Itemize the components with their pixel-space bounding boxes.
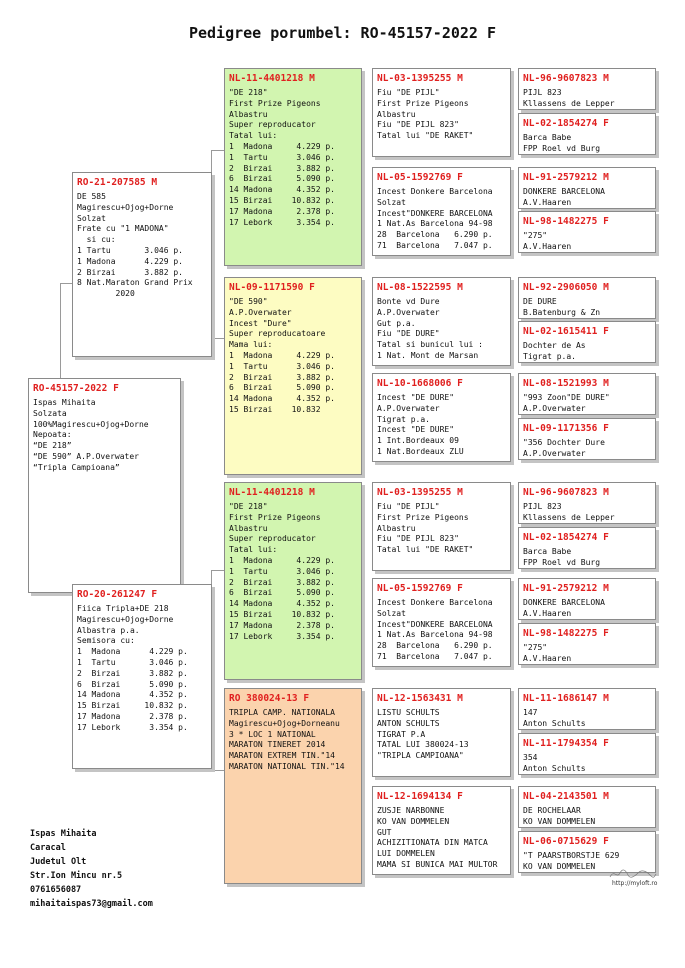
detail-line: A.P.Overwater: [523, 448, 586, 458]
pigeon-details: [229, 502, 357, 642]
detail-line: Kllassens de Lepper: [523, 512, 615, 522]
detail-line: 17 Madona 2.378 p.: [229, 620, 335, 630]
pigeon-details: [523, 393, 651, 415]
detail-line: 2 Birzai 3.882 p.: [77, 267, 183, 277]
detail-line: Super reproducator: [229, 534, 316, 544]
detail-line: Incest"DONKERE BARCELONA: [377, 208, 493, 218]
detail-line: Tatal lui:: [229, 545, 278, 555]
detail-line: Fiu "DE PIJL 823": [377, 534, 459, 544]
ring-number: NL-08-1522595 M: [377, 282, 463, 293]
pigeon-details: [523, 133, 651, 155]
ring-number: NL-91-2579212 M: [523, 583, 609, 594]
ring-number: RO 380024-13 F: [229, 693, 310, 704]
detail-line: TIGRAT P.A: [377, 729, 426, 739]
pigeon-details: [523, 502, 651, 524]
detail-line: DONKERE BARCELONA: [523, 598, 605, 607]
detail-line: "T PAARSTBORSTJE 629: [523, 851, 620, 860]
detail-line: 1 Tartu 3.046 p.: [229, 566, 335, 576]
detail-line: 28 Barcelona 6.290 p.: [377, 641, 493, 651]
detail-line: Super reproducatoare: [229, 329, 326, 339]
connector: [211, 570, 225, 611]
detail-line: Solzat: [377, 608, 406, 618]
detail-line: MARATON NATIONAL TIN."14: [229, 761, 345, 771]
detail-line: MARATON TINERET 2014: [229, 740, 326, 750]
ring-number: NL-12-1694134 F: [377, 791, 463, 802]
detail-line: Albastru: [229, 109, 268, 119]
detail-line: 15 Birzai 10.832 p.: [77, 701, 188, 711]
pigeon-details: [377, 598, 506, 663]
detail-line: Albastra p.a.: [77, 625, 140, 635]
detail-line: 1 Madona 4.229 p.: [77, 647, 188, 657]
pigeon-details: [523, 643, 651, 665]
ring-number: NL-09-1171356 F: [523, 423, 609, 434]
detail-line: "DE 218": [229, 88, 268, 97]
ring-number: NL-96-9607823 M: [523, 73, 609, 84]
owner-line: mihaitaispas73@gmail.com: [30, 899, 153, 909]
detail-line: Incest "DE DURE": [377, 425, 455, 435]
detail-line: 71 Barcelona 7.047 p.: [377, 651, 493, 661]
detail-line: ACHIZITIONATA DIN MATCA: [377, 838, 488, 848]
detail-line: Barca Babe: [523, 133, 572, 142]
detail-line: Barca Babe: [523, 547, 572, 556]
detail-line: 1 Nat.Bordeaux ZLU: [377, 446, 464, 456]
detail-line: DE DURE: [523, 297, 557, 306]
owner-line: Ispas Mihaita: [30, 829, 97, 839]
detail-line: A.V.Haaren: [523, 197, 572, 207]
detail-line: 1 Tartu 3.046 p.: [229, 361, 335, 371]
detail-line: FPP Roel vd Burg: [523, 143, 601, 153]
detail-line: Incest Donkere Barcelona: [377, 598, 493, 607]
pigeon-details: [523, 547, 651, 569]
pigeon-card-gen4: [518, 277, 656, 319]
pigeon-card-gen3: [372, 578, 511, 667]
detail-line: 17 Lebork 3.354 p.: [229, 217, 335, 227]
detail-line: Solzata: [33, 408, 67, 418]
pigeon-details: [523, 88, 651, 110]
ring-number: NL-03-1395255 M: [377, 73, 463, 84]
detail-line: DE ROCHELAAR: [523, 806, 581, 815]
ring-number: RO-20-261247 F: [77, 589, 158, 600]
detail-line: 17 Madona 2.378 p.: [77, 711, 188, 721]
detail-line: Anton Schults: [523, 763, 586, 773]
detail-line: Anton Schults: [523, 718, 586, 728]
ring-number: NL-05-1592769 F: [377, 583, 463, 594]
pigeon-card-gen2: [224, 482, 362, 680]
ring-number: NL-03-1395255 M: [377, 487, 463, 498]
ring-number: NL-06-0715629 F: [523, 836, 609, 847]
connector: [211, 610, 225, 771]
pigeon-card-gen4: [518, 623, 656, 665]
pigeon-card-gen3: [372, 167, 511, 256]
detail-line: Super reproducator: [229, 120, 316, 130]
detail-line: DONKERE BARCELONA: [523, 187, 605, 196]
pigeon-card-gen4: [518, 733, 656, 775]
detail-line: A.P.Overwater: [523, 403, 586, 413]
detail-line: 1 Tartu 3.046 p.: [77, 657, 188, 667]
detail-line: A.P.Overwater: [377, 307, 440, 317]
detail-line: First Prize Pigeons: [377, 98, 469, 108]
detail-line: 2020: [77, 289, 135, 299]
detail-line: 1 Nat. Mont de Marsan: [377, 350, 479, 360]
detail-line: 2 Birzai 3.882 p.: [229, 163, 335, 173]
detail-line: Nepoata:: [33, 430, 72, 440]
pigeon-details: [77, 604, 207, 734]
detail-line: FPP Roel vd Burg: [523, 557, 601, 567]
detail-line: "275": [523, 231, 548, 240]
owner-line: Str.Ion Mincu nr.5: [30, 871, 123, 881]
pigeon-details: [523, 341, 651, 363]
detail-line: "993 Zoon"DE DURE": [523, 393, 610, 402]
detail-line: First Prize Pigeons: [229, 98, 321, 108]
detail-line: “DE 590” A.P.Overwater: [33, 451, 139, 461]
ring-number: RO-45157-2022 F: [33, 383, 119, 394]
pigeon-details: [523, 438, 651, 460]
detail-line: PIJL 823: [523, 502, 562, 511]
detail-line: Magirescu+Ojog+Dorne: [77, 202, 174, 212]
pigeon-details: [229, 88, 357, 228]
detail-line: 147: [523, 708, 538, 717]
detail-line: 8 Nat.Maraton Grand Prix: [77, 278, 193, 288]
detail-line: ANTON SCHULTS: [377, 718, 440, 728]
ring-number: NL-10-1668006 F: [377, 378, 463, 389]
pigeon-card-gen2: [224, 688, 362, 884]
pigeon-card-gen4: [518, 482, 656, 524]
detail-line: Kllassens de Lepper: [523, 98, 615, 108]
pigeon-details: [377, 708, 506, 762]
ring-number: NL-02-1854274 F: [523, 118, 609, 129]
detail-line: A.P.Overwater: [229, 307, 292, 317]
detail-line: 1 Tartu 3.046 p.: [77, 245, 183, 255]
pigeon-details: [377, 88, 506, 142]
detail-line: 14 Madona 4.352 p.: [229, 185, 335, 195]
pigeon-card-gen4: [518, 527, 656, 569]
detail-line: ZUSJE NARBONNE: [377, 806, 445, 815]
detail-line: 1 Madona 4.229 p.: [229, 141, 335, 151]
detail-line: 2 Birzai 3.882 p.: [77, 668, 188, 678]
pigeon-card-dam: [72, 584, 212, 769]
detail-line: LISTU SCHULTS: [377, 708, 440, 717]
detail-line: MARATON EXTREM TIN."14: [229, 751, 335, 761]
detail-line: 14 Madona 4.352 p.: [229, 394, 335, 404]
pigeon-details: [377, 297, 506, 362]
detail-line: Albastru: [229, 523, 268, 533]
ring-number: NL-91-2579212 M: [523, 172, 609, 183]
pigeon-card-gen3: [372, 688, 511, 777]
detail-line: 15 Birzai 10.832 p.: [229, 195, 335, 205]
pigeon-card-gen4: [518, 321, 656, 363]
detail-line: 2 Birzai 3.882 p.: [229, 577, 335, 587]
detail-line: TRIPLA CAMP. NATIONALA: [229, 708, 335, 717]
detail-line: "DE 590": [229, 297, 268, 306]
detail-line: Frate cu "1 MADONA": [77, 224, 169, 234]
pigeon-card-gen4: [518, 786, 656, 828]
ring-number: NL-02-1615411 F: [523, 326, 609, 337]
pigeon-card-sire: [72, 172, 212, 357]
ring-number: NL-04-2143501 M: [523, 791, 609, 802]
detail-line: 71 Barcelona 7.047 p.: [377, 240, 493, 250]
detail-line: Fiu "DE PIJL": [377, 502, 440, 511]
ring-number: NL-92-2906050 M: [523, 282, 609, 293]
pigeon-card-gen2: [224, 277, 362, 475]
detail-line: 354: [523, 753, 538, 762]
detail-line: 3 * LOC 1 NATIONAL: [229, 729, 316, 739]
owner-line: 0761656087: [30, 885, 82, 895]
detail-line: Incest "DE DURE": [377, 393, 455, 402]
pigeon-details: [377, 393, 506, 458]
detail-line: 100%Magirescu+Ojog+Dorne: [33, 419, 149, 429]
detail-line: Fiu "DE PIJL 823": [377, 120, 459, 130]
detail-line: 14 Madona 4.352 p.: [77, 690, 188, 700]
pigeon-card-gen3: [372, 786, 511, 875]
detail-line: "275": [523, 643, 548, 652]
detail-line: Semisora cu:: [77, 636, 135, 646]
pigeon-details: [377, 187, 506, 252]
detail-line: 6 Birzai 5.090 p.: [229, 383, 335, 393]
detail-line: TATAL LUI 380024-13: [377, 740, 469, 750]
pigeon-card-gen4: [518, 211, 656, 253]
detail-line: si cu:: [77, 235, 116, 245]
detail-line: Tatal lui "DE RAKET": [377, 131, 474, 141]
detail-line: 1 Tartu 3.046 p.: [229, 152, 335, 162]
detail-line: A.V.Haaren: [523, 241, 572, 251]
detail-line: 17 Lebork 3.354 p.: [77, 722, 188, 732]
detail-line: KO VAN DOMMELEN: [523, 816, 596, 826]
pigeon-details: [229, 297, 357, 416]
ring-number: NL-11-4401218 M: [229, 487, 315, 498]
connector: [211, 150, 225, 234]
detail-line: Albastru: [377, 523, 416, 533]
ring-number: NL-11-4401218 M: [229, 73, 315, 84]
detail-line: 15 Birzai 10.832: [229, 404, 321, 414]
signature-icon: [608, 867, 658, 881]
detail-line: 6 Birzai 5.090 p.: [229, 588, 335, 598]
pigeon-details: [523, 708, 651, 730]
detail-line: Incest Donkere Barcelona: [377, 187, 493, 196]
pigeon-details: [377, 502, 506, 556]
detail-line: 2 Birzai 3.882 p.: [229, 372, 335, 382]
detail-line: "TRIPLA CAMPIOANA": [377, 751, 464, 761]
detail-line: 1 Madona 4.229 p.: [229, 555, 335, 565]
pigeon-card-gen4: [518, 68, 656, 110]
pigeon-card-gen3: [372, 373, 511, 462]
detail-line: Tatal si bunicul lui :: [377, 340, 483, 350]
detail-line: 17 Madona 2.378 p.: [229, 206, 335, 216]
detail-line: "356 Dochter Dure: [523, 438, 605, 447]
detail-line: Fiu "DE DURE": [377, 329, 440, 339]
detail-line: A.V.Haaren: [523, 608, 572, 618]
pigeon-details: [523, 231, 651, 253]
detail-line: KO VAN DOMMELEN: [377, 816, 450, 826]
ring-number: NL-05-1592769 F: [377, 172, 463, 183]
pigeon-card-gen4: [518, 418, 656, 460]
pigeon-details: [77, 192, 207, 300]
detail-line: Solzat: [77, 213, 106, 223]
detail-line: "DE 218": [229, 502, 268, 511]
pigeon-details: [377, 806, 506, 871]
pigeon-card-gen3: [372, 68, 511, 157]
detail-line: First Prize Pigeons: [377, 512, 469, 522]
pigeon-details: [523, 598, 651, 620]
detail-line: Dochter de As: [523, 341, 586, 350]
pigeon-card-subject: [28, 378, 181, 593]
detail-line: Incest "Dure": [229, 318, 292, 328]
detail-line: Incest"DONKERE BARCELONA: [377, 619, 493, 629]
detail-line: Albastru: [377, 109, 416, 119]
pigeon-details: [523, 753, 651, 775]
detail-line: KO VAN DOMMELEN: [523, 861, 596, 871]
pigeon-card-gen3: [372, 277, 511, 366]
detail-line: 6 Birzai 5.090 p.: [229, 174, 335, 184]
detail-line: 1 Nat.As Barcelona 94-98: [377, 630, 493, 640]
detail-line: Mama lui:: [229, 340, 273, 350]
ring-number: NL-98-1482275 F: [523, 216, 609, 227]
detail-line: MAMA SI BUNICA MAI MULTOR: [377, 859, 498, 869]
detail-line: Bonte vd Dure: [377, 297, 440, 306]
detail-line: “DE 218”: [33, 441, 72, 451]
pigeon-card-gen4: [518, 578, 656, 620]
owner-line: Judetul Olt: [30, 857, 87, 867]
detail-line: 14 Madona 4.352 p.: [229, 599, 335, 609]
detail-line: 1 Madona 4.229 p.: [229, 350, 335, 360]
pigeon-details: [523, 806, 651, 828]
pigeon-card-gen4: [518, 167, 656, 209]
ring-number: NL-96-9607823 M: [523, 487, 609, 498]
ring-number: NL-98-1482275 F: [523, 628, 609, 639]
detail-line: 28 Barcelona 6.290 p.: [377, 230, 493, 240]
owner-line: Caracal: [30, 843, 66, 853]
detail-line: A.P.Overwater: [377, 403, 440, 413]
pigeon-card-gen4: [518, 688, 656, 730]
ring-number: NL-11-1686147 M: [523, 693, 609, 704]
ring-number: NL-02-1854274 F: [523, 532, 609, 543]
detail-line: DE 585: [77, 192, 106, 201]
ring-number: NL-11-1794354 F: [523, 738, 609, 749]
detail-line: “Tripla Campioana”: [33, 462, 120, 472]
detail-line: 1 Nat.As Barcelona 94-98: [377, 219, 493, 229]
detail-line: 1 Int.Bordeaux 09: [377, 436, 459, 446]
owner-contact: [30, 827, 153, 911]
detail-line: 1 Madona 4.229 p.: [77, 256, 183, 266]
detail-line: Tigrat p.a.: [377, 414, 430, 424]
connector: [211, 233, 225, 339]
page-title: Pedigree porumbel: RO-45157-2022 F: [188, 24, 497, 42]
ring-number: NL-12-1563431 M: [377, 693, 463, 704]
detail-line: PIJL 823: [523, 88, 562, 97]
detail-line: Tatal lui:: [229, 131, 278, 141]
detail-line: Solzat: [377, 197, 406, 207]
detail-line: 15 Birzai 10.832 p.: [229, 609, 335, 619]
detail-line: Fiica Tripla+DE 218: [77, 604, 169, 613]
detail-line: Tigrat p.a.: [523, 351, 576, 361]
detail-line: LUI DOMMELEN: [377, 849, 435, 859]
pigeon-card-gen3: [372, 482, 511, 571]
ring-number: NL-08-1521993 M: [523, 378, 609, 389]
detail-line: Magirescu+Ojog+Dorneanu: [229, 718, 340, 728]
detail-line: GUT: [377, 827, 392, 837]
pigeon-card-gen4: [518, 113, 656, 155]
detail-line: 6 Birzai 5.090 p.: [77, 679, 188, 689]
pigeon-details: [523, 187, 651, 209]
pigeon-card-gen2: [224, 68, 362, 266]
ring-number: NL-09-1171590 F: [229, 282, 315, 293]
detail-line: Gut p.a.: [377, 318, 416, 328]
detail-line: Fiu "DE PIJL": [377, 88, 440, 97]
detail-line: 17 Lebork 3.354 p.: [229, 631, 335, 641]
detail-line: A.V.Haaren: [523, 653, 572, 663]
ring-number: RO-21-207585 M: [77, 177, 158, 188]
pigeon-details: [229, 708, 357, 773]
footer-link[interactable]: http://myloft.ro: [612, 880, 658, 887]
detail-line: First Prize Pigeons: [229, 512, 321, 522]
detail-line: Ispas Mihaita: [33, 398, 96, 407]
detail-line: Magirescu+Ojog+Dorne: [77, 614, 174, 624]
detail-line: B.Batenburg & Zn: [523, 307, 601, 317]
pigeon-details: [523, 297, 651, 319]
pigeon-card-gen4: [518, 373, 656, 415]
detail-line: Tatal lui "DE RAKET": [377, 545, 474, 555]
pigeon-details: [33, 398, 176, 474]
